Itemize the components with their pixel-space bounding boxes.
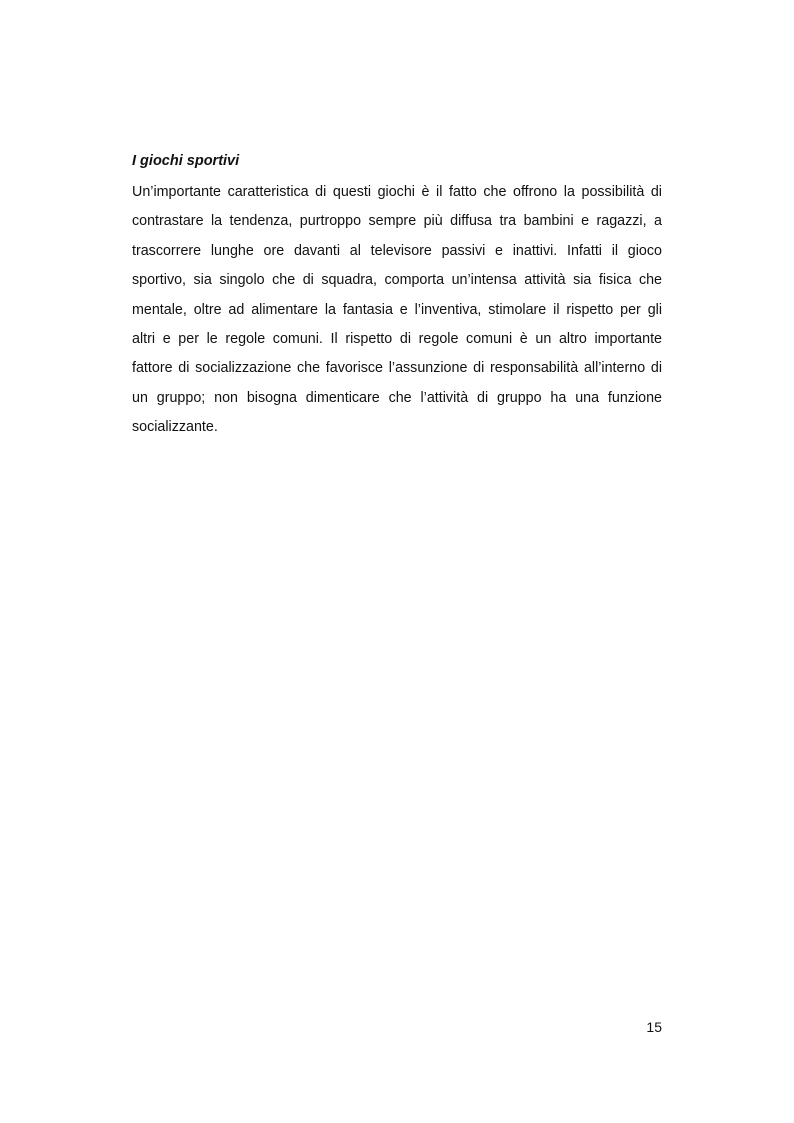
paragraph-line: un gruppo; non bisogna dimenticare che l’attività di gruppo ha una funzione — [132, 389, 662, 406]
section-heading: I giochi sportivi — [132, 153, 240, 169]
page-number: 15 — [646, 1019, 662, 1035]
paragraph-line: Un’importante caratteristica di questi giochi è il fatto che offrono la possibilità di — [132, 184, 662, 200]
paragraph-line: mentale, oltre ad alimentare la fantasia e l’inventiva, stimolare il rispetto per gli — [132, 301, 662, 318]
paragraph-line: sportivo, sia singolo che di squadra, comporta un’intensa attività sia fisica che — [132, 272, 662, 289]
body-paragraph — [132, 178, 662, 443]
paragraph-line: fattore di socializzazione che favorisce l’assunzione di responsabilità all’interno di — [132, 360, 662, 377]
paragraph-line: altri e per le regole comuni. Il rispetto di regole comuni è un altro importante — [132, 330, 662, 347]
paragraph-line: trascorrere lunghe ore davanti al televisore passivi e inattivi. Infatti il gioco — [132, 242, 662, 259]
paragraph-line: socializzante. — [132, 419, 218, 436]
paragraph-line: contrastare la tendenza, purtroppo sempre più diffusa tra bambini e ragazzi, a — [132, 213, 662, 230]
